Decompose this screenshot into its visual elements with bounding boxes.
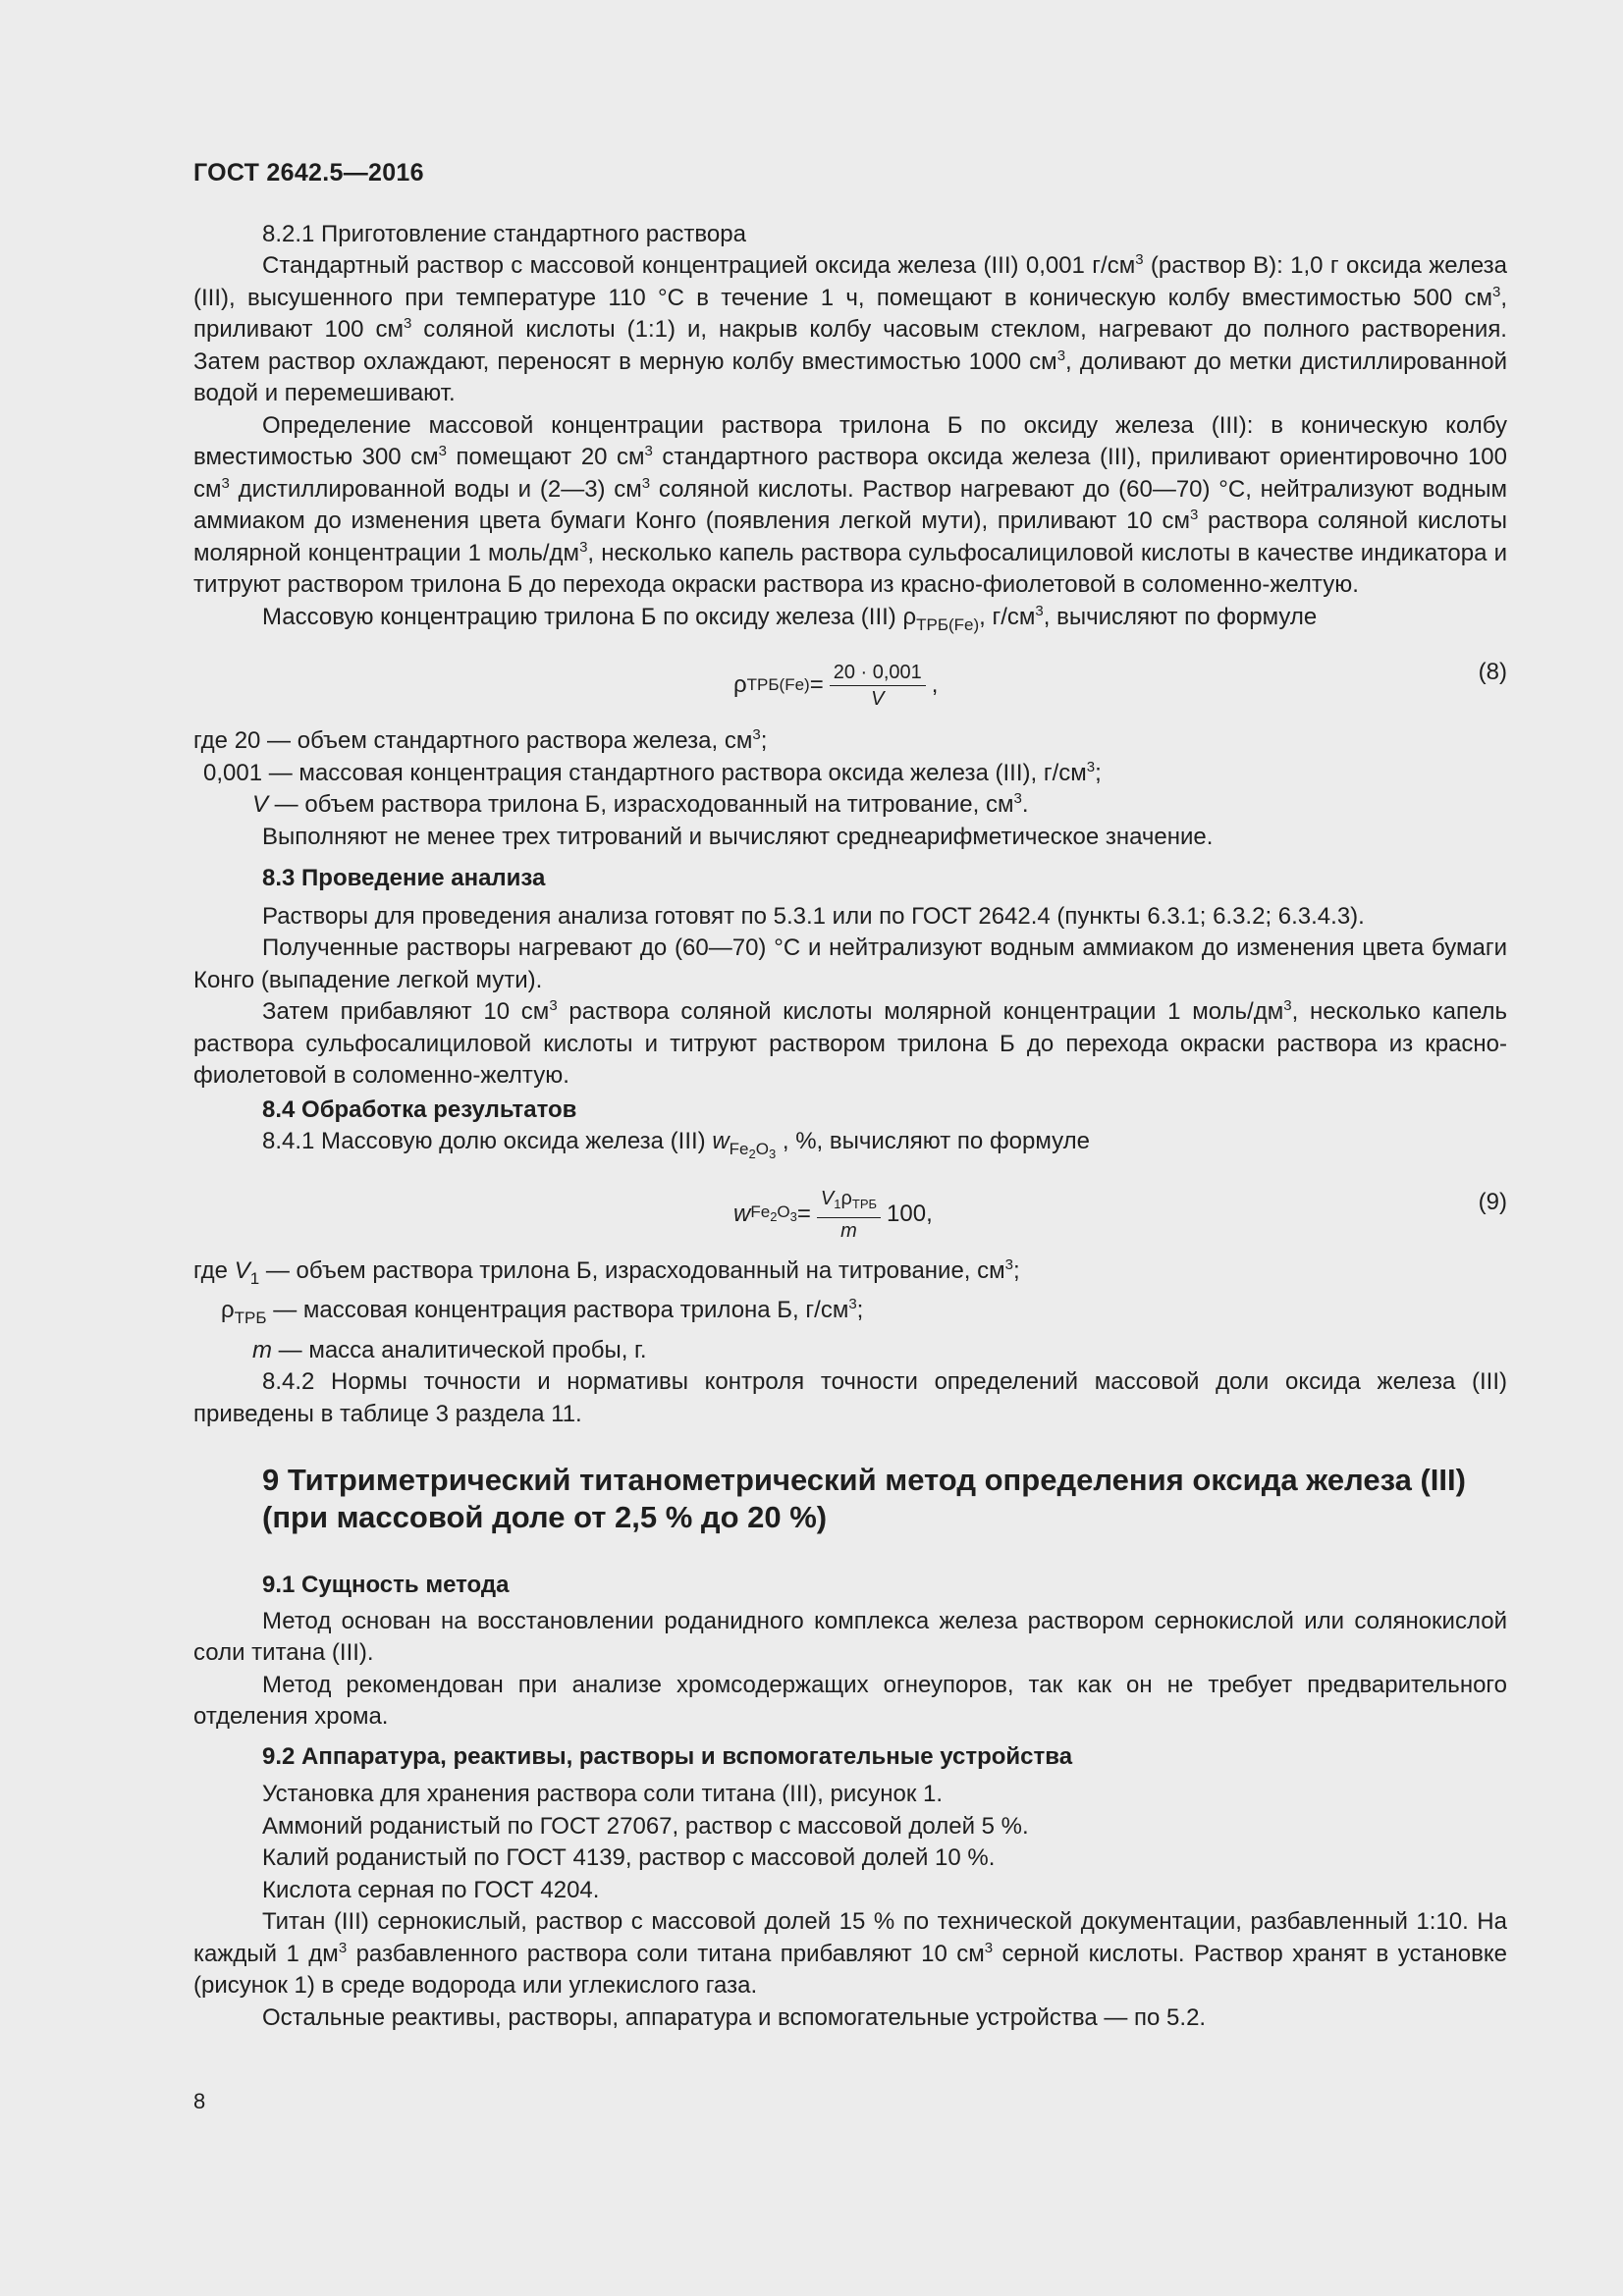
subsection-8-2-1: 8.2.1 Приготовление стандартного раствора (262, 220, 746, 247)
paragraph-repeat-titration: Выполняют не менее трех титрований и вычисляют среднеарифметическое значение. (262, 823, 1214, 850)
subsection-8-4-2: 8.4.2 Нормы точности и нормативы контроля точности определений массовой доли оксида железа (III) приведены в таблице 3 раздела 11. (193, 1368, 1507, 1427)
subsection-8-4-1: 8.4.1 Массовую долю оксида железа (III) $w_{Fe_2O_3}$ , %, вычисляют по формуле (262, 1128, 1090, 1161)
section-9-heading: 9 Титриметрический титанометрический метод определения оксида железа (III) (при массовой доле от 2,5 % до 20 %) (262, 1463, 1466, 1534)
heading-9-1: 9.1 Сущность метода (262, 1572, 510, 1598)
paragraph-mass-concentration: Массовую концентрацию трилона Б по оксиду железа (III) $\rho_{ТРБ(Fe)}$, $г/см^3$, вычисляют по формуле (262, 602, 1318, 634)
paragraph-9-1-2: Метод рекомендован при анализе хромсодержащих огнеупоров, так как он не требует предварительного отделения хрома. (193, 1671, 1507, 1730)
paragraph-8-3-3: Затем прибавляют 10 $см^3$ раствора соляной кислоты молярной концентрации 1 моль/$дм^3$, несколько капель раствора сульфосалициловой кислоты и титруют раствором трилона Б до перехода окраски раствора из красно-фиолетовой в соломенно-желтую. (193, 997, 1508, 1089)
heading-8-4: 8.4 Обработка результатов (262, 1095, 577, 1123)
list-item-titanium: Титан (III) сернокислый, раствор с массовой долей 15 % по технической документации, разбавленный 1:10. На каждый 1 $дм^3$ разбавленного раствора соли титана прибавляют 10 $см^3$ серной кислоты. Раствор хранят в установке (рисунок 1) в среде водорода или углекислого газа. (193, 1908, 1507, 1999)
formula-9-number: (9) (1478, 1188, 1507, 1215)
formula-8-fraction: $\frac{20 \cdot 0,001}{V}$ (830, 660, 926, 712)
list-item-potassium: Калий роданистый по ГОСТ 4139, раствор с массовой долей 10 %. (262, 1844, 996, 1871)
formula-8: ρ ТРБ(Fe) = $\frac{20 \cdot 0,001}{V}$ , (8) (733, 659, 1507, 710)
paragraph-8-3-2: Полученные растворы нагревают до (60—70) °С и нейтрализуют водным аммиаком до изменения цвета бумаги Конго (выпадение легкой мути). (193, 934, 1507, 993)
where-item-20: где 20 — объем стандартного раствора железа, $см^3$; (193, 726, 768, 754)
formula-8-number: (8) (1478, 659, 1507, 685)
list-item-ammonium: Аммоний роданистый по ГОСТ 27067, раствор с массовой долей 5 %. (262, 1812, 1029, 1840)
list-item-other-reagents: Остальные реактивы, растворы, аппаратура и вспомогательные устройства — по 5.2. (262, 2003, 1207, 2031)
page-content (193, 157, 1507, 2034)
where-item-m: m — масса аналитической пробы, г. (252, 1336, 647, 1363)
paragraph-standard-solution: Стандартный раствор с массовой концентрацией оксида железа (III) 0,001 $г/см^3$ (раствор В): 1,0 г оксида железа (III), высушенного при температуре 110 °С в течение 1 ч, помещают в коническую колбу вместимостью 500 $см^3$, приливают 100 $см^3$ соляной кислоты (1:1) и, накрыв колбу часовым стеклом, нагревают до полного растворения. Затем раствор охлаждают, переносят в мерную колбу вместимостью 1000 $см^3$, доливают до метки дистиллированной водой и перемешивают. (193, 251, 1507, 406)
document-header: ГОСТ 2642.5—2016 (193, 159, 424, 187)
heading-8-3: 8.3 Проведение анализа (262, 865, 546, 891)
paragraph-8-3-1: Растворы для проведения анализа готовят по 5.3.1 или по ГОСТ 2642.4 (пункты 6.3.1; 6.3.2; 6.3.4.3). (262, 902, 1365, 930)
list-item-installation: Установка для хранения раствора соли титана (III), рисунок 1. (262, 1781, 944, 1807)
formula-9: w $Fe_2O_3$ = $\frac{V_1\rho_{ТРБ}}{m}$ 100, (9) (733, 1188, 1507, 1242)
formula-9-fraction: $\frac{V_1\rho_{ТРБ}}{m}$ (817, 1186, 881, 1244)
where-item-rho: $\rho_{ТРБ}$ — массовая концентрация раствора трилона Б, $г/см^3$; (221, 1296, 864, 1327)
heading-9-2: 9.2 Аппаратура, реактивы, растворы и вспомогательные устройства (262, 1742, 1073, 1770)
where-item-0001: 0,001 — массовая концентрация стандартного раствора оксида железа (III), $г/см^3$; (203, 758, 1102, 786)
paragraph-9-1-1: Метод основан на восстановлении роданидного комплекса железа раствором сернокислой или солянокислой соли титана (III). (193, 1607, 1507, 1666)
paragraph-determination: Определение массовой концентрации раствора трилона Б по оксиду железа (III): в коническую колбу вместимостью 300 $см^3$ помещают 20 $см^3$ стандартного раствора оксида железа (III), приливают ориентировочно 100 $см^3$ дистиллированной воды и (2—3) $см^3$ соляной кислоты. Раствор нагревают до (60—70) °С, нейтрализуют водным аммиаком до изменения цвета бумаги Конго (появления легкой мути), приливают 10 $см^3$ раствора соляной кислоты молярной концентрации 1 моль/$дм^3$, несколько капель раствора сульфосалициловой кислоты в качестве индикатора и титруют раствором трилона Б до перехода окраски раствора из красно-фиолетовой в соломенно-желтую. (193, 411, 1507, 598)
where-item-v1: где $V_1$ — объем раствора трилона Б, израсходованный на титрование, $см^3$; (193, 1255, 1020, 1288)
list-item-sulfuric-acid: Кислота серная по ГОСТ 4204. (262, 1876, 600, 1903)
page-number: 8 (193, 2089, 206, 2113)
where-item-v: V — объем раствора трилона Б, израсходованный на титрование, $см^3$. (252, 790, 1029, 818)
